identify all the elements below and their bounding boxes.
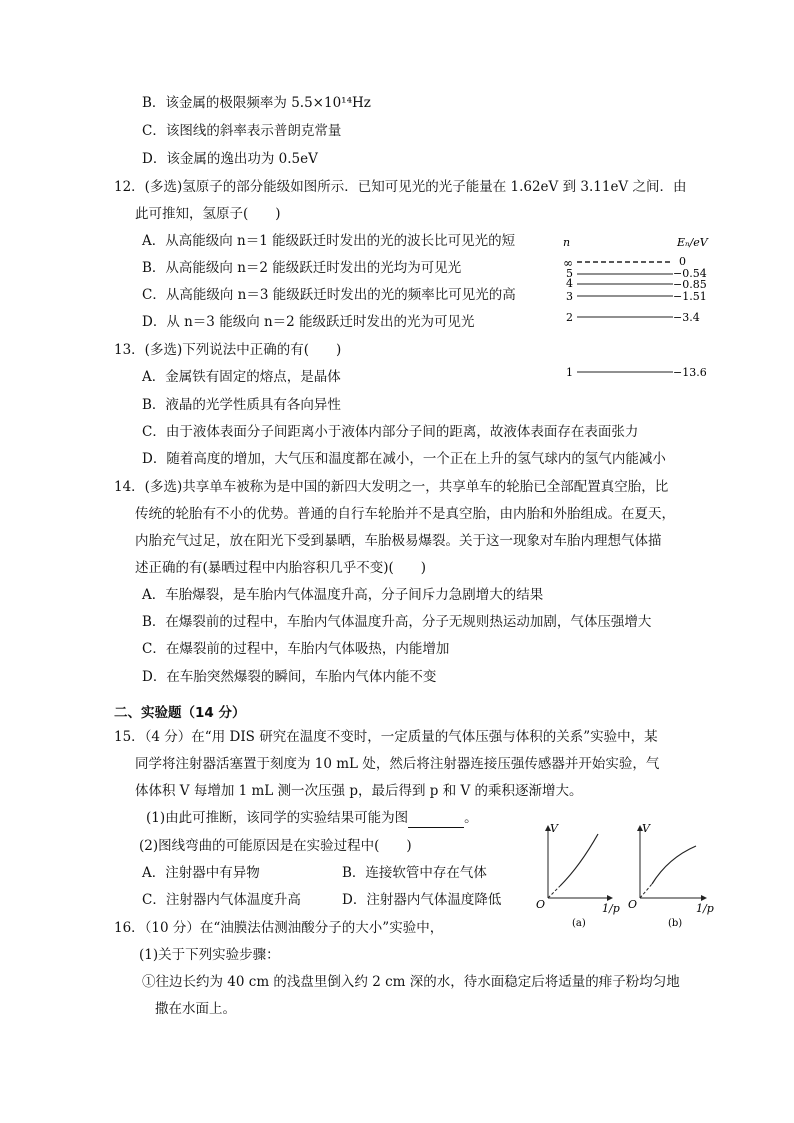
- graph-b-y-label: V: [642, 822, 650, 835]
- q14-option-c: C．在爆裂前的过程中，车胎内气体吸热，内能增加: [142, 641, 450, 657]
- question-15-stem-2: 同学将注射器活塞置于刻度为 10 mL 处，然后将注射器连接压强传感器并开始实验，气: [135, 756, 660, 772]
- graph-a: [536, 822, 620, 929]
- q14-option-a: A．车胎爆裂，是车胎内气体温度升高，分子间斥力急剧增大的结果: [142, 587, 544, 603]
- q13-option-c: C．由于液体表面分子间距离小于液体内部分子间的距离，故液体表面存在表面张力: [142, 424, 639, 440]
- q12-option-c: C．从高能级向 n＝3 能级跃迁时发出的光的频率比可见光的高: [142, 287, 516, 303]
- q16-step-1: ①往边长约为 40 cm 的浅盘里倒入约 2 cm 深的水，待水面稳定后将适量的痱子粉均匀地: [142, 974, 680, 990]
- q12-option-d: D．从 n＝3 能级向 n＝2 能级跃迁时发出的光为可见光: [142, 314, 475, 330]
- graph-b-caption: (b): [668, 918, 683, 929]
- question-15-stem-3: 体体积 V 每增加 1 mL 测一次压强 p，最后得到 p 和 V 的乘积逐渐增大。: [135, 783, 583, 799]
- graph-a-y-label: V: [550, 822, 558, 835]
- graph-a-origin: O: [536, 898, 546, 911]
- question-12-stem: 12．(多选)氢原子的部分能级如图所示．已知可见光的光子能量在 1.62eV 到 3.11eV 之间．由: [114, 179, 687, 195]
- n-axis-label: n: [563, 236, 571, 249]
- q14-option-b: B．在爆裂前的过程中，车胎内气体温度升高，分子无规则热运动加剧，气体压强增大: [142, 614, 652, 630]
- level-n-5: 5: [566, 267, 573, 280]
- energy-axis-label: Eₙ/eV: [677, 236, 708, 249]
- q15-option-a: A．注射器中有异物: [142, 865, 260, 881]
- q14-option-d: D．在车胎突然爆裂的瞬间，车胎内气体内能不变: [142, 669, 437, 685]
- graph-b-x-label: 1/p: [696, 902, 714, 915]
- level-e-4: −0.85: [673, 278, 707, 291]
- level-e-2: −3.4: [673, 311, 700, 324]
- level-n-3: 3: [566, 290, 573, 303]
- level-e-inf: 0: [679, 255, 686, 268]
- level-n-1: 1: [566, 366, 573, 379]
- level-n-4: 4: [566, 277, 573, 290]
- graph-b-origin: O: [628, 898, 638, 911]
- section-heading: 二、实验题（14 分）: [114, 705, 246, 721]
- option-d-work-function: D．该金属的逸出功为 0.5eV: [142, 151, 318, 167]
- q13-option-b: B．液晶的光学性质具有各向异性: [142, 397, 341, 413]
- level-n-2: 2: [566, 311, 573, 324]
- level-e-5: −0.54: [673, 267, 707, 280]
- q15-part-2: (2)图线弯曲的可能原因是在实验过程中( ): [139, 838, 412, 854]
- question-15-stem: 15．（4 分）在“用 DIS 研究在温度不变时，一定质量的气体压强与体积的关系”实验中，某: [114, 729, 658, 745]
- energy-level-diagram: [555, 232, 725, 382]
- q12-option-a: A．从高能级向 n＝1 能级跃迁时发出的光的波长比可见光的短: [142, 233, 516, 249]
- question-13-stem: 13．(多选)下列说法中正确的有( ): [114, 342, 342, 358]
- q15-option-c: C．注射器内气体温度升高: [142, 892, 301, 908]
- answer-blank: [408, 813, 464, 828]
- level-n-inf: ∞: [563, 256, 573, 270]
- q13-option-d: D．随着高度的增加，大气压和温度都在减小，一个正在上升的氢气球内的氢气内能减小: [142, 451, 666, 467]
- question-14-stem-4: 述正确的有(暴晒过程中内胎容积几乎不变)( ): [135, 560, 427, 576]
- level-e-3: −1.51: [673, 290, 707, 303]
- option-c-slope: C．该图线的斜率表示普朗克常量: [142, 123, 342, 139]
- q13-option-a: A．金属铁有固定的熔点，是晶体: [142, 369, 341, 385]
- question-16-stem: 16．（10 分）在“油膜法估测油酸分子的大小”实验中，: [114, 920, 444, 936]
- question-14-stem: 14．(多选)共享单车被称为是中国的新四大发明之一，共享单车的轮胎已全部配置真空胎，比: [114, 479, 669, 495]
- q12-option-b: B．从高能级向 n＝2 能级跃迁时发出的光均为可见光: [142, 260, 462, 276]
- q16-step-1-cont: 撒在水面上。: [155, 1001, 236, 1017]
- graph-b: [628, 822, 714, 929]
- question-14-stem-2: 传统的轮胎有不小的优势。普通的自行车轮胎并不是真空胎，由内胎和外胎组成。在夏天，: [135, 506, 675, 522]
- level-e-1: −13.6: [673, 366, 707, 379]
- q16-part-1: (1)关于下列实验步骤：: [139, 947, 280, 963]
- option-b-threshold-frequency: B．该金属的极限频率为 5.5×10¹⁴Hz: [142, 95, 371, 111]
- question-12-stem-cont: 此可推知，氢原子( ): [135, 206, 281, 222]
- q15-part-1: (1)由此可推断，该同学的实验结果可能为图 。: [146, 810, 478, 826]
- question-14-stem-3: 内胎充气过足，放在阳光下受到暴晒，车胎极易爆裂。关于这一现象对车胎内理想气体描: [135, 533, 662, 549]
- q15-option-b: B．连接软管中存在气体: [342, 865, 487, 881]
- graph-a-caption: (a): [572, 918, 586, 929]
- q15-option-d: D．注射器内气体温度降低: [342, 892, 502, 908]
- graph-a-x-label: 1/p: [602, 902, 620, 915]
- v-vs-inverse-p-graphs: [528, 818, 728, 930]
